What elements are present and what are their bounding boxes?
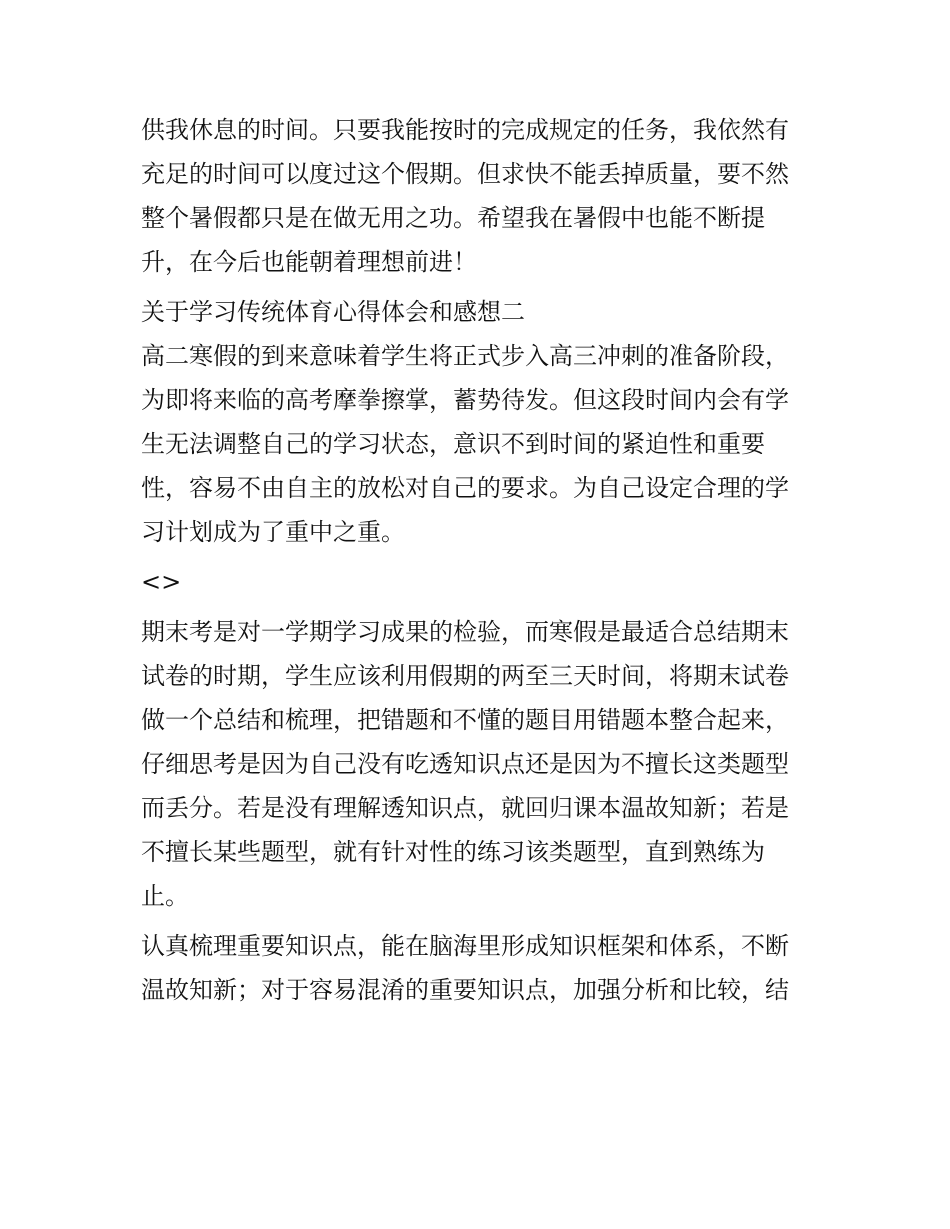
placeholder-marker (141, 560, 821, 604)
text-line: 而丢分。若是没有理解透知识点，就回归课本温故知新；若是 (141, 794, 789, 822)
heading-text: 关于学习传统体育心得体会和感想二 (141, 298, 525, 326)
paragraph-3 (141, 610, 821, 918)
text-line: 不擅长某些题型，就有针对性的练习该类题型，直到熟练为 (141, 838, 765, 866)
text-line: 升，在今后也能朝着理想前进！ (141, 248, 477, 276)
paragraph-4 (141, 924, 821, 1012)
text-line: 为即将来临的高考摩拳擦掌，蓄势待发。但这段时间内会有学 (141, 386, 789, 414)
text-line: 温故知新；对于容易混淆的重要知识点，加强分析和比较，结 (141, 976, 789, 1004)
paragraph-1 (141, 108, 821, 284)
text-line: 止。 (141, 882, 189, 910)
text-line: 仔细思考是因为自己没有吃透知识点还是因为不擅长这类题型 (141, 750, 789, 778)
paragraph-2 (141, 334, 821, 554)
text-line: 性，容易不由自主的放松对自己的要求。为自己设定合理的学 (141, 474, 789, 502)
text-line: 习计划成为了重中之重。 (141, 518, 405, 546)
section-heading (141, 290, 821, 334)
text-line: 高二寒假的到来意味着学生将正式步入高三冲刺的准备阶段， (141, 342, 789, 370)
document-body (141, 108, 821, 1012)
text-line: 充足的时间可以度过这个假期。但求快不能丢掉质量，要不然 (141, 160, 789, 188)
text-line: 做一个总结和梳理，把错题和不懂的题目用错题本整合起来， (141, 706, 789, 734)
text-line: 供我休息的时间。只要我能按时的完成规定的任务，我依然有 (141, 116, 789, 144)
text-line: 期末考是对一学期学习成果的检验，而寒假是最适合总结期末 (141, 618, 789, 646)
marker-text: <> (141, 568, 182, 596)
text-line: 生无法调整自己的学习状态，意识不到时间的紧迫性和重要 (141, 430, 765, 458)
text-line: 认真梳理重要知识点，能在脑海里形成知识框架和体系，不断 (141, 932, 789, 960)
text-line: 整个暑假都只是在做无用之功。希望我在暑假中也能不断提 (141, 204, 765, 232)
text-line: 试卷的时期，学生应该利用假期的两至三天时间，将期末试卷 (141, 662, 789, 690)
